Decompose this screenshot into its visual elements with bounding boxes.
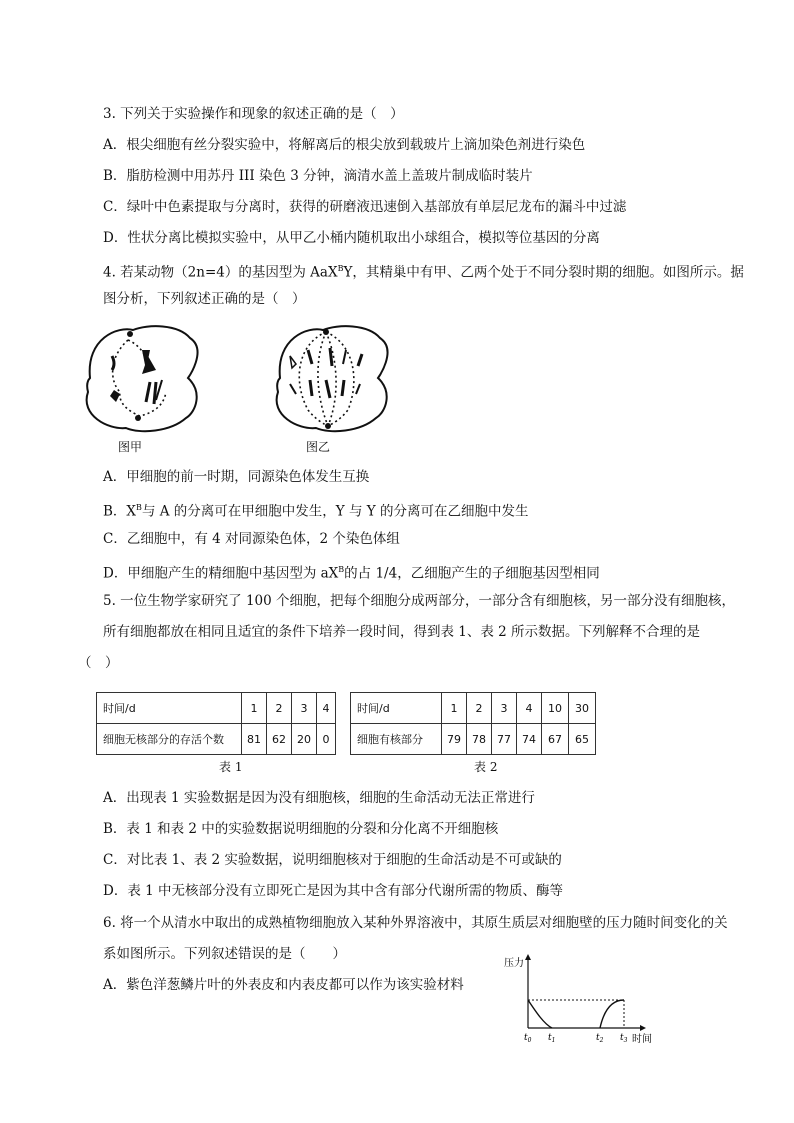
q4-option-c: C．乙细胞中，有 4 对同源染色体，2 个染色体组 (103, 531, 400, 547)
table-cell: 细胞无核部分的存活个数 (97, 724, 242, 755)
table-cell: 2 (267, 693, 292, 724)
table-row (351, 724, 596, 755)
cell-yi (277, 326, 388, 431)
table-cell: 1 (442, 693, 467, 724)
table-row (351, 693, 596, 724)
table-cell: 4 (517, 693, 542, 724)
q6-option-a: A．紫色洋葱鳞片叶的外表皮和内表皮都可以作为该实验材料 (103, 977, 464, 993)
q5-option-b: B．表 1 和表 2 中的实验数据说明细胞的分裂和分化离不开细胞核 (103, 821, 499, 837)
q6-stem-1: 6. 将一个从清水中取出的成熟植物细胞放入某种外界溶液中，其原生质层对细胞壁的压力随时间变化的关 (103, 915, 728, 931)
q4-option-a: A．甲细胞的前一时期，同源染色体发生互换 (103, 469, 370, 485)
table-cell: 79 (442, 724, 467, 755)
table-cell: 30 (569, 693, 596, 724)
table-cell: 20 (292, 724, 317, 755)
table-cell: 77 (492, 724, 517, 755)
table-cell: 时间/d (97, 693, 242, 724)
q5-option-a: A．出现表 1 实验数据是因为没有细胞核，细胞的生命活动无法正常进行 (103, 790, 535, 806)
table-cell: 细胞有核部分 (351, 724, 442, 755)
figure-label-yi: 图乙 (306, 440, 331, 454)
q5-option-d: D．表 1 中无核部分没有立即死亡是因为其中含有部分代谢所需的物质、酶等 (103, 883, 563, 899)
graph-xlabel: 时间 (632, 1034, 652, 1044)
table-cell: 10 (542, 693, 569, 724)
q6-stem-2: 系如图所示。下列叙述错误的是（ ） (103, 946, 346, 962)
table-cell: 78 (467, 724, 492, 755)
table-2-caption: 表 2 (474, 760, 498, 774)
q3-option-d: D．性状分离比模拟实验中，从甲乙小桶内随机取出小球组合，模拟等位基因的分离 (103, 230, 600, 246)
table-cell: 74 (517, 724, 542, 755)
table-cell: 62 (267, 724, 292, 755)
q4-option-b: B．$X^B$与 A 的分离可在甲细胞中发生，Y 与 Y 的分离可在乙细胞中发生 (103, 503, 529, 520)
table-cell: 67 (542, 724, 569, 755)
q4-option-d: D．甲细胞产生的精细胞中基因型为 $aX^B$的占 1/4，乙细胞产生的子细胞基因型相同 (103, 565, 600, 582)
table-row (97, 693, 336, 724)
table-1-caption: 表 1 (219, 760, 243, 774)
q5-stem-1: 5. 一位生物学家研究了 100 个细胞，把每个细胞分成两部分，一部分含有细胞核，另一部分没有细胞核， (103, 593, 736, 609)
table-cell: 3 (292, 693, 317, 724)
q3-option-a: A．根尖细胞有丝分裂实验中，将解离后的根尖放到载玻片上滴加染色剂进行染色 (103, 137, 586, 153)
tick-t3: $t_3$ (620, 1033, 628, 1044)
table-1 (96, 692, 336, 755)
q3-option-c: C．绿叶中色素提取与分离时，获得的研磨液迅速倒入基部放有单层尼龙布的漏斗中过滤 (103, 199, 627, 215)
pressure-time-graph (500, 952, 670, 1044)
figure-label-jia: 图甲 (118, 440, 143, 454)
q5-option-c: C．对比表 1、表 2 实验数据，说明细胞核对于细胞的生命活动是不可或缺的 (103, 852, 562, 868)
tick-t0: $t_0$ (524, 1033, 532, 1044)
q5-stem-2: 所有细胞都放在相同且适宜的条件下培养一段时间，得到表 1、表 2 所示数据。下列解释不合理的是 (103, 624, 701, 640)
tick-t2: $t_2$ (596, 1033, 604, 1044)
graph-ylabel: 压力 (504, 958, 524, 969)
table-2 (350, 692, 596, 755)
cell-jia (87, 326, 198, 431)
q4-stem: 4. 若某动物（2n=4）的基因型为 AaX$^B$Y，其精巢中有甲、乙两个处于不同分裂时期的细胞。如图所示。据 (103, 264, 744, 281)
q5-stem-3: （ ） (78, 655, 119, 671)
table-cell: 4 (317, 693, 336, 724)
tick-t1: $t_1$ (548, 1033, 556, 1044)
q3-stem: 3. 下列关于实验操作和现象的叙述正确的是（ ） (103, 106, 404, 122)
table-cell: 时间/d (351, 693, 442, 724)
table-cell: 0 (317, 724, 336, 755)
table-row (97, 724, 336, 755)
table-cell: 3 (492, 693, 517, 724)
table-cell: 81 (242, 724, 267, 755)
q3-option-b: B．脂肪检测中用苏丹 III 染色 3 分钟，滴清水盖上盖玻片制成临时装片 (103, 168, 533, 184)
table-cell: 2 (467, 693, 492, 724)
q4-stem-cont: 图分析，下列叙述正确的是（ ） (103, 291, 306, 307)
table-cell: 65 (569, 724, 596, 755)
table-cell: 1 (242, 693, 267, 724)
